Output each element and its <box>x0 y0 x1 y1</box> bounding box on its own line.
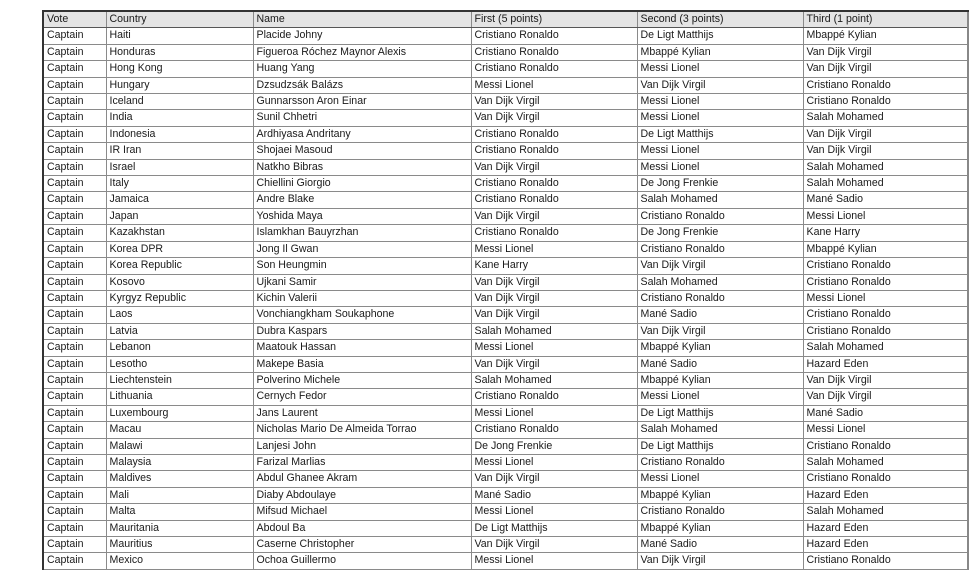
vote-cell: Captain <box>43 28 106 44</box>
third-choice-cell: Salah Mohamed <box>803 110 968 126</box>
second-choice-cell: De Ligt Matthijs <box>637 405 803 421</box>
vote-cell: Captain <box>43 241 106 257</box>
vote-cell: Captain <box>43 307 106 323</box>
name-cell: Jong Il Gwan <box>253 241 471 257</box>
first-choice-cell: Messi Lionel <box>471 504 637 520</box>
first-choice-cell: Kane Harry <box>471 258 637 274</box>
third-choice-cell: Mbappé Kylian <box>803 28 968 44</box>
table-row <box>43 290 968 306</box>
name-cell: Dzsudzsák Balázs <box>253 77 471 93</box>
country-cell: Maldives <box>106 471 253 487</box>
name-cell: Makepe Basia <box>253 356 471 372</box>
country-cell: IR Iran <box>106 143 253 159</box>
first-choice-cell: Van Dijk Virgil <box>471 356 637 372</box>
country-cell: Lesotho <box>106 356 253 372</box>
third-choice-cell: Van Dijk Virgil <box>803 61 968 77</box>
table-row <box>43 438 968 454</box>
second-choice-cell: Salah Mohamed <box>637 192 803 208</box>
third-choice-cell: Salah Mohamed <box>803 159 968 175</box>
second-choice-cell: Mbappé Kylian <box>637 372 803 388</box>
table-row <box>43 274 968 290</box>
second-choice-cell: De Ligt Matthijs <box>637 438 803 454</box>
second-choice-cell: De Ligt Matthijs <box>637 126 803 142</box>
second-choice-cell: Van Dijk Virgil <box>637 77 803 93</box>
first-choice-cell: Van Dijk Virgil <box>471 159 637 175</box>
first-choice-cell: Messi Lionel <box>471 340 637 356</box>
third-choice-cell: Cristiano Ronaldo <box>803 307 968 323</box>
country-cell: Iceland <box>106 94 253 110</box>
first-choice-cell: Van Dijk Virgil <box>471 110 637 126</box>
country-cell: Japan <box>106 208 253 224</box>
country-cell: Kosovo <box>106 274 253 290</box>
vote-cell: Captain <box>43 340 106 356</box>
vote-cell: Captain <box>43 454 106 470</box>
first-choice-cell: Cristiano Ronaldo <box>471 28 637 44</box>
third-choice-cell: Mané Sadio <box>803 192 968 208</box>
name-cell: Yoshida Maya <box>253 208 471 224</box>
third-choice-cell: Messi Lionel <box>803 290 968 306</box>
name-cell: Gunnarsson Aron Einar <box>253 94 471 110</box>
name-cell: Dubra Kaspars <box>253 323 471 339</box>
first-choice-cell: Van Dijk Virgil <box>471 307 637 323</box>
third-choice-cell: Salah Mohamed <box>803 340 968 356</box>
first-choice-cell: Van Dijk Virgil <box>471 471 637 487</box>
second-choice-cell: Messi Lionel <box>637 471 803 487</box>
vote-cell: Captain <box>43 225 106 241</box>
header-vote: Vote <box>43 11 106 28</box>
header-row <box>43 11 968 28</box>
second-choice-cell: Mbappé Kylian <box>637 520 803 536</box>
name-cell: Huang Yang <box>253 61 471 77</box>
table-row <box>43 176 968 192</box>
country-cell: Kazakhstan <box>106 225 253 241</box>
third-choice-cell: Hazard Eden <box>803 356 968 372</box>
third-choice-cell: Salah Mohamed <box>803 454 968 470</box>
vote-cell: Captain <box>43 110 106 126</box>
first-choice-cell: Cristiano Ronaldo <box>471 176 637 192</box>
first-choice-cell: Cristiano Ronaldo <box>471 225 637 241</box>
vote-cell: Captain <box>43 94 106 110</box>
third-choice-cell: Cristiano Ronaldo <box>803 323 968 339</box>
table-row <box>43 241 968 257</box>
name-cell: Abdul Ghanee Akram <box>253 471 471 487</box>
table-row <box>43 553 968 569</box>
votes-sheet <box>42 10 967 570</box>
table-row <box>43 487 968 503</box>
table-row <box>43 61 968 77</box>
second-choice-cell: De Jong Frenkie <box>637 225 803 241</box>
header-third: Third (1 point) <box>803 11 968 28</box>
country-cell: Kyrgyz Republic <box>106 290 253 306</box>
name-cell: Figueroa Róchez Maynor Alexis <box>253 44 471 60</box>
first-choice-cell: Van Dijk Virgil <box>471 274 637 290</box>
table-row <box>43 537 968 553</box>
country-cell: Lebanon <box>106 340 253 356</box>
name-cell: Placide Johny <box>253 28 471 44</box>
header-first: First (5 points) <box>471 11 637 28</box>
vote-cell: Captain <box>43 323 106 339</box>
country-cell: Malawi <box>106 438 253 454</box>
country-cell: Israel <box>106 159 253 175</box>
country-cell: Jamaica <box>106 192 253 208</box>
vote-cell: Captain <box>43 356 106 372</box>
third-choice-cell: Kane Harry <box>803 225 968 241</box>
name-cell: Andre Blake <box>253 192 471 208</box>
name-cell: Lanjesi John <box>253 438 471 454</box>
name-cell: Nicholas Mario De Almeida Torrao <box>253 422 471 438</box>
country-cell: Mexico <box>106 553 253 569</box>
table-row <box>43 520 968 536</box>
table-row <box>43 356 968 372</box>
third-choice-cell: Cristiano Ronaldo <box>803 94 968 110</box>
country-cell: Haiti <box>106 28 253 44</box>
table-row <box>43 143 968 159</box>
vote-cell: Captain <box>43 372 106 388</box>
second-choice-cell: Messi Lionel <box>637 61 803 77</box>
third-choice-cell: Van Dijk Virgil <box>803 389 968 405</box>
first-choice-cell: Cristiano Ronaldo <box>471 61 637 77</box>
second-choice-cell: Mané Sadio <box>637 356 803 372</box>
table-row <box>43 372 968 388</box>
vote-cell: Captain <box>43 405 106 421</box>
name-cell: Mifsud Michael <box>253 504 471 520</box>
vote-cell: Captain <box>43 274 106 290</box>
table-header <box>43 11 968 28</box>
third-choice-cell: Mané Sadio <box>803 405 968 421</box>
second-choice-cell: Cristiano Ronaldo <box>637 241 803 257</box>
third-choice-cell: Cristiano Ronaldo <box>803 274 968 290</box>
name-cell: Abdoul Ba <box>253 520 471 536</box>
vote-cell: Captain <box>43 208 106 224</box>
country-cell: Malaysia <box>106 454 253 470</box>
table-row <box>43 471 968 487</box>
country-cell: Liechtenstein <box>106 372 253 388</box>
first-choice-cell: Cristiano Ronaldo <box>471 422 637 438</box>
country-cell: Lithuania <box>106 389 253 405</box>
country-cell: Macau <box>106 422 253 438</box>
third-choice-cell: Cristiano Ronaldo <box>803 553 968 569</box>
country-cell: Luxembourg <box>106 405 253 421</box>
second-choice-cell: De Jong Frenkie <box>637 176 803 192</box>
country-cell: Italy <box>106 176 253 192</box>
header-name: Name <box>253 11 471 28</box>
first-choice-cell: De Jong Frenkie <box>471 438 637 454</box>
vote-cell: Captain <box>43 126 106 142</box>
table-row <box>43 258 968 274</box>
table-row <box>43 126 968 142</box>
second-choice-cell: Cristiano Ronaldo <box>637 208 803 224</box>
name-cell: Shojaei Masoud <box>253 143 471 159</box>
vote-cell: Captain <box>43 61 106 77</box>
table-row <box>43 323 968 339</box>
second-choice-cell: Cristiano Ronaldo <box>637 290 803 306</box>
vote-cell: Captain <box>43 520 106 536</box>
first-choice-cell: Messi Lionel <box>471 241 637 257</box>
vote-cell: Captain <box>43 389 106 405</box>
third-choice-cell: Messi Lionel <box>803 422 968 438</box>
name-cell: Islamkhan Bauyrzhan <box>253 225 471 241</box>
vote-cell: Captain <box>43 44 106 60</box>
first-choice-cell: Messi Lionel <box>471 553 637 569</box>
table-row <box>43 405 968 421</box>
second-choice-cell: Salah Mohamed <box>637 274 803 290</box>
first-choice-cell: Salah Mohamed <box>471 372 637 388</box>
country-cell: India <box>106 110 253 126</box>
header-country: Country <box>106 11 253 28</box>
table-row <box>43 225 968 241</box>
second-choice-cell: Mbappé Kylian <box>637 44 803 60</box>
third-choice-cell: Cristiano Ronaldo <box>803 77 968 93</box>
country-cell: Hungary <box>106 77 253 93</box>
name-cell: Kichin Valerii <box>253 290 471 306</box>
vote-cell: Captain <box>43 192 106 208</box>
table-row <box>43 340 968 356</box>
second-choice-cell: Messi Lionel <box>637 110 803 126</box>
second-choice-cell: Van Dijk Virgil <box>637 323 803 339</box>
country-cell: Malta <box>106 504 253 520</box>
vote-cell: Captain <box>43 487 106 503</box>
table-row <box>43 504 968 520</box>
third-choice-cell: Cristiano Ronaldo <box>803 471 968 487</box>
table-row <box>43 94 968 110</box>
table-row <box>43 77 968 93</box>
third-choice-cell: Messi Lionel <box>803 208 968 224</box>
second-choice-cell: Messi Lionel <box>637 143 803 159</box>
country-cell: Korea Republic <box>106 258 253 274</box>
votes-table <box>42 10 969 570</box>
first-choice-cell: Van Dijk Virgil <box>471 94 637 110</box>
first-choice-cell: Van Dijk Virgil <box>471 208 637 224</box>
vote-cell: Captain <box>43 553 106 569</box>
name-cell: Jans Laurent <box>253 405 471 421</box>
table-row <box>43 44 968 60</box>
table-row <box>43 307 968 323</box>
third-choice-cell: Salah Mohamed <box>803 176 968 192</box>
third-choice-cell: Van Dijk Virgil <box>803 143 968 159</box>
first-choice-cell: Messi Lionel <box>471 454 637 470</box>
table-row <box>43 159 968 175</box>
table-row <box>43 208 968 224</box>
table-row <box>43 389 968 405</box>
second-choice-cell: De Ligt Matthijs <box>637 28 803 44</box>
second-choice-cell: Messi Lionel <box>637 94 803 110</box>
name-cell: Polverino Michele <box>253 372 471 388</box>
second-choice-cell: Cristiano Ronaldo <box>637 454 803 470</box>
second-choice-cell: Van Dijk Virgil <box>637 553 803 569</box>
third-choice-cell: Cristiano Ronaldo <box>803 258 968 274</box>
country-cell: Indonesia <box>106 126 253 142</box>
third-choice-cell: Salah Mohamed <box>803 504 968 520</box>
table-row <box>43 192 968 208</box>
first-choice-cell: Van Dijk Virgil <box>471 537 637 553</box>
first-choice-cell: Mané Sadio <box>471 487 637 503</box>
vote-cell: Captain <box>43 422 106 438</box>
name-cell: Caserne Christopher <box>253 537 471 553</box>
first-choice-cell: Van Dijk Virgil <box>471 290 637 306</box>
country-cell: Honduras <box>106 44 253 60</box>
name-cell: Vonchiangkham Soukaphone <box>253 307 471 323</box>
country-cell: Korea DPR <box>106 241 253 257</box>
second-choice-cell: Mané Sadio <box>637 307 803 323</box>
second-choice-cell: Mané Sadio <box>637 537 803 553</box>
country-cell: Laos <box>106 307 253 323</box>
name-cell: Ochoa Guillermo <box>253 553 471 569</box>
first-choice-cell: Cristiano Ronaldo <box>471 126 637 142</box>
second-choice-cell: Salah Mohamed <box>637 422 803 438</box>
first-choice-cell: Cristiano Ronaldo <box>471 44 637 60</box>
country-cell: Latvia <box>106 323 253 339</box>
second-choice-cell: Messi Lionel <box>637 159 803 175</box>
third-choice-cell: Van Dijk Virgil <box>803 44 968 60</box>
second-choice-cell: Cristiano Ronaldo <box>637 504 803 520</box>
vote-cell: Captain <box>43 77 106 93</box>
table-row <box>43 422 968 438</box>
third-choice-cell: Hazard Eden <box>803 537 968 553</box>
first-choice-cell: Cristiano Ronaldo <box>471 389 637 405</box>
third-choice-cell: Hazard Eden <box>803 487 968 503</box>
second-choice-cell: Messi Lionel <box>637 389 803 405</box>
name-cell: Natkho Bibras <box>253 159 471 175</box>
first-choice-cell: Messi Lionel <box>471 405 637 421</box>
vote-cell: Captain <box>43 159 106 175</box>
header-second: Second (3 points) <box>637 11 803 28</box>
country-cell: Mali <box>106 487 253 503</box>
country-cell: Mauritius <box>106 537 253 553</box>
table-body <box>43 28 968 569</box>
second-choice-cell: Van Dijk Virgil <box>637 258 803 274</box>
first-choice-cell: Cristiano Ronaldo <box>471 192 637 208</box>
vote-cell: Captain <box>43 537 106 553</box>
second-choice-cell: Mbappé Kylian <box>637 487 803 503</box>
name-cell: Cernych Fedor <box>253 389 471 405</box>
third-choice-cell: Van Dijk Virgil <box>803 126 968 142</box>
first-choice-cell: Salah Mohamed <box>471 323 637 339</box>
third-choice-cell: Mbappé Kylian <box>803 241 968 257</box>
vote-cell: Captain <box>43 471 106 487</box>
vote-cell: Captain <box>43 504 106 520</box>
vote-cell: Captain <box>43 258 106 274</box>
vote-cell: Captain <box>43 438 106 454</box>
name-cell: Maatouk Hassan <box>253 340 471 356</box>
table-row <box>43 28 968 44</box>
name-cell: Son Heungmin <box>253 258 471 274</box>
name-cell: Sunil Chhetri <box>253 110 471 126</box>
name-cell: Diaby Abdoulaye <box>253 487 471 503</box>
first-choice-cell: De Ligt Matthijs <box>471 520 637 536</box>
first-choice-cell: Messi Lionel <box>471 77 637 93</box>
vote-cell: Captain <box>43 143 106 159</box>
name-cell: Ujkani Samir <box>253 274 471 290</box>
second-choice-cell: Mbappé Kylian <box>637 340 803 356</box>
table-row <box>43 454 968 470</box>
country-cell: Mauritania <box>106 520 253 536</box>
country-cell: Hong Kong <box>106 61 253 77</box>
vote-cell: Captain <box>43 176 106 192</box>
name-cell: Farizal Marlias <box>253 454 471 470</box>
name-cell: Chiellini Giorgio <box>253 176 471 192</box>
table-row <box>43 110 968 126</box>
name-cell: Ardhiyasa Andritany <box>253 126 471 142</box>
first-choice-cell: Cristiano Ronaldo <box>471 143 637 159</box>
vote-cell: Captain <box>43 290 106 306</box>
third-choice-cell: Hazard Eden <box>803 520 968 536</box>
third-choice-cell: Cristiano Ronaldo <box>803 438 968 454</box>
third-choice-cell: Van Dijk Virgil <box>803 372 968 388</box>
